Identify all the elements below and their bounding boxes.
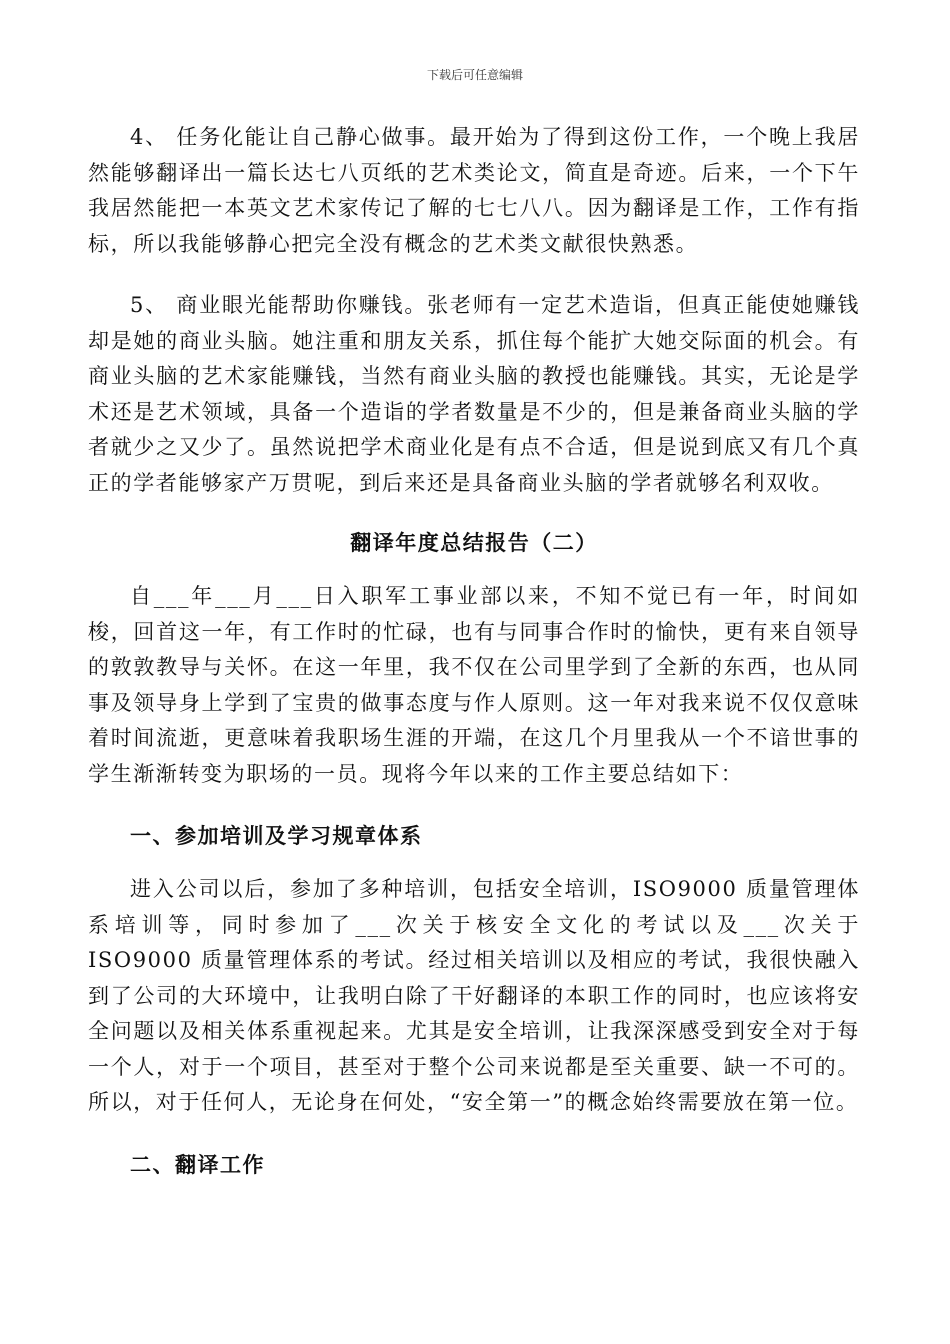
paragraph-intro: 自___年___月___日入职军工事业部以来，不知不觉已有一年，时间如梭，回首这一年，有工作时的忙碌，也有与同事合作时的愉快，更有来自领导的敦敦教导与关怀。在这一年里，我不仅在公司里学到了全新的东西，也从同事及领导身上学到了宝贵的做事态度与作人原则。这一年对我来说不仅仅意味着时间流逝，更意味着我职场生涯的开端，在这几个月里我从一个不谙世事的学生渐渐转变为职场的一员。现将今年以来的工作主要总结如下： — [88, 584, 860, 786]
paragraph-item-4: 4、 任务化能让自己静心做事。最开始为了得到这份工作，一个晚上我居然能够翻译出一篇长达七八页纸的艺术类论文，简直是奇迹。后来，一个下午我居然能把一本英文艺术家传记了解的七七八八。因为翻译是工作，工作有指标，所以我能够静心把完全没有概念的艺术类文献很快熟悉。 — [88, 125, 860, 256]
document-body — [88, 120, 860, 1183]
header-note: 下载后可任意编辑 — [426, 68, 523, 82]
paragraph-training: 进入公司以后，参加了多种培训，包括安全培训，ISO9000 质量管理体系培训等，同时参加了___次关于核安全文化的考试以及___次关于 ISO9000 质量管理体系的考试。经过相关培训以及相应的考试，我很快融入到了公司的大环境中，让我明白除了干好翻译的本职工作的同时，也应该将安全问题以及相关体系重视起来。尤其是安全培训，让我深深感受到安全对于每一个人，对于一个项目，甚至对于整个公司来说都是至关重要、缺一不可的。所以，对于任何人，无论身在何处，“安全第一”的概念始终需要放在第一位。 — [88, 877, 860, 1114]
section-heading-training: 一、参加培训及学习规章体系 — [130, 824, 423, 848]
document-title: 翻译年度总结报告（二） — [350, 531, 598, 555]
paragraph-item-5: 5、 商业眼光能帮助你赚钱。张老师有一定艺术造诣，但真正能使她赚钱却是她的商业头脑。她注重和朋友关系，抓住每个能扩大她交际面的机会。有商业头脑的艺术家能赚钱，当然有商业头脑的教授也能赚钱。其实，无论是学术还是艺术领域，具备一个造诣的学者数量是不少的，但是兼备商业头脑的学者就少之又少了。虽然说把学术商业化是有点不合适，但是说到底又有几个真正的学者能够家产万贯呢，到后来还是具备商业头脑的学者就够名利双收。 — [88, 293, 860, 495]
section-heading-translation: 二、翻译工作 — [130, 1152, 265, 1177]
